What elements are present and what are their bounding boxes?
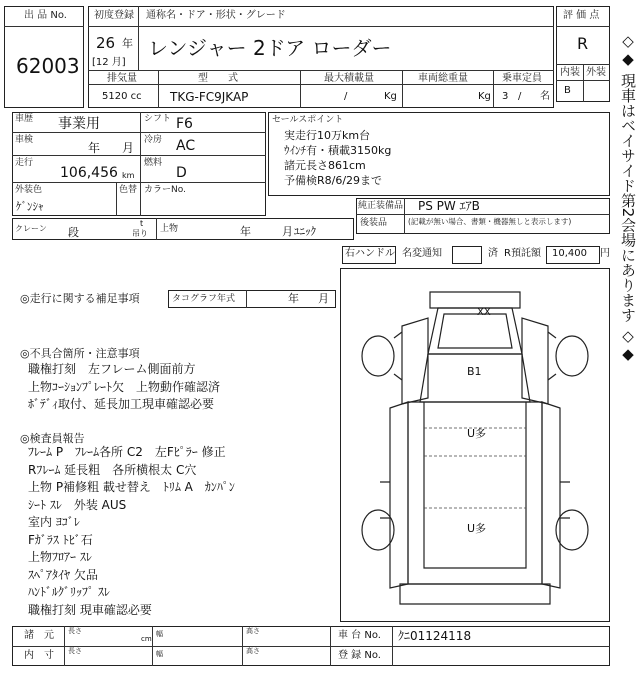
inspector-item: ﾌﾚｰﾑ P ﾌﾚｰﾑ各所 C2 左Fﾋﾟﾗｰ 修正 <box>28 445 226 459</box>
history-value: 事業用 <box>58 116 100 132</box>
fuel-label: 燃料 <box>144 158 163 168</box>
exterior-label: 外装 <box>586 67 606 78</box>
lot-label: 出 品 No. <box>24 10 67 21</box>
inspector-item: 上物 P補修粗 載せ替え ﾄﾘﾑ A ｶﾝﾊﾟﾝ <box>28 480 235 494</box>
ac-value: AC <box>176 138 196 154</box>
capacity-slash: / <box>518 91 522 102</box>
recycle-label: 済 <box>488 248 498 259</box>
recycle-unit: 円 <box>600 248 610 259</box>
name-change-label: 名変通知 <box>402 248 442 259</box>
crane-step: 段 <box>68 226 79 239</box>
lot-number: 62003 <box>16 54 80 78</box>
crane-label: クレーン <box>15 224 47 233</box>
defects-list <box>28 361 220 414</box>
sales-line: 実走行10万km台 <box>284 129 371 142</box>
history-label: 車歴 <box>15 114 34 124</box>
upper-label: 上物 <box>160 224 179 234</box>
name-change-box <box>452 246 482 264</box>
inspector-item: 職権打刻 現車確認必要 <box>28 602 152 617</box>
cab-roof <box>428 308 522 354</box>
crane-suspend: 吊り <box>132 229 148 238</box>
mileage-label: 走行 <box>15 158 34 168</box>
cab-right-side <box>522 318 548 404</box>
inspector-item: ｼｰﾄ ｽﾚ 外装 AUS <box>28 497 127 512</box>
interior-grade: B <box>564 85 571 96</box>
footer-length-cm: cm <box>141 635 152 643</box>
displacement-label: 排気量 <box>107 73 137 84</box>
bed-left-rail <box>390 402 408 588</box>
ac-label: 冷房 <box>144 135 163 145</box>
mark-u1: U多 <box>467 427 487 440</box>
footer-int-height: 高さ <box>246 647 260 655</box>
sales-label: セールスポイント <box>272 115 344 125</box>
mileage-unit: km <box>122 171 135 180</box>
steering-value: 右ハンドル <box>345 248 395 259</box>
inspector-list <box>28 444 235 619</box>
inspector-label: ◎検査員報告 <box>20 432 85 445</box>
mark-u2: U多 <box>467 522 487 535</box>
defect-item: ﾎﾞﾃﾞｨ取付、延長加工現車確認必要 <box>28 397 215 411</box>
color-value: ｹﾞﾝｼｬ <box>16 200 44 213</box>
bed-tail <box>400 584 550 604</box>
inspection-month: 月 <box>122 141 135 155</box>
footer-height: 高さ <box>246 627 260 635</box>
inspector-item: Rﾌﾚｰﾑ 延長粗 各所横根太 C穴 <box>28 462 197 477</box>
chassis-label: 車 台 No. <box>338 630 381 641</box>
front-left-wheel <box>362 336 394 376</box>
tacho-label: タコグラフ年式 <box>172 294 236 304</box>
specs-box <box>12 112 266 216</box>
max-load-label: 最大積載量 <box>324 73 374 84</box>
first-reg-month: [12 月] <box>92 57 126 68</box>
std-equipment-label: 純正装備品 <box>358 201 404 211</box>
upper-maker: ﾕﾆｯｸ <box>294 225 316 238</box>
defect-item: 上物ｺｰｼｮﾝﾌﾟﾚｰﾄ欠 上物動作確認済 <box>28 379 221 394</box>
mileage-value: 106,456 <box>60 165 118 181</box>
footer-width: 幅 <box>156 630 163 638</box>
crane-ton: t <box>140 219 144 228</box>
tacho-year: 年 <box>288 292 299 305</box>
front-right-wheel <box>556 336 588 376</box>
first-reg-year: 26 <box>96 34 116 52</box>
color-code-label: 色替 <box>119 185 138 195</box>
mark-xx: XX <box>477 307 491 318</box>
inspector-item: Fｶﾞﾗｽ ﾄﾋﾞ石 <box>28 532 93 547</box>
reg-label: 登 録 No. <box>338 650 381 661</box>
upper-month: 月 <box>282 225 293 238</box>
inspection-label: 車検 <box>15 135 34 145</box>
first-reg-year-unit: 年 <box>122 37 133 50</box>
interior-label: 内装 <box>560 67 580 78</box>
driving-label: ◎走行に関する補足事項 <box>20 292 140 305</box>
mark-b1: B1 <box>467 365 482 378</box>
std-equipment-value: PS PW ｴｱB <box>418 199 480 213</box>
gvw-unit: Kg <box>478 91 491 102</box>
sales-line: ｳｲﾝﾁ有・積載3150kg <box>284 144 392 157</box>
bed-right-rail <box>542 402 560 588</box>
capacity-unit: 名 <box>540 91 550 102</box>
chassis-no: ｸﾆ01124118 <box>398 629 472 643</box>
name-label: 通称名・ドア・形状・グレード <box>146 10 286 21</box>
displacement-value: 5120 cc <box>102 91 142 102</box>
cab-left-side <box>402 318 428 404</box>
grade-value: R <box>577 34 589 53</box>
footer-int-width: 幅 <box>156 650 163 658</box>
capacity-value: 3 <box>502 91 509 102</box>
defects-label: ◎不具合箇所・注意事項 <box>20 347 140 360</box>
defect-item: 職権打刻 左フレーム側面前方 <box>28 362 196 376</box>
recycle-fee-label: R預託額 <box>504 248 541 259</box>
shift-label: シフト <box>144 114 172 124</box>
first-reg-label: 初度登録 <box>94 10 134 21</box>
rear-left-wheel <box>362 510 394 550</box>
inspector-item: ｽﾍﾟｱﾀｲﾔ 欠品 <box>28 567 98 582</box>
footer-interior-label: 内 寸 <box>24 650 54 661</box>
cab-top-outline <box>430 292 520 308</box>
inspector-item: ﾊﾝﾄﾞﾙｸﾞﾘｯﾌﾟ ｽﾚ <box>28 585 110 599</box>
model-label: 型 式 <box>198 73 238 84</box>
aftermarket-note: (記載が無い場合、書類・機器無しと表示します) <box>408 217 572 226</box>
cab-windshield <box>438 314 512 348</box>
shift-value: F6 <box>176 116 193 132</box>
upper-year: 年 <box>240 225 251 238</box>
footer-specs-label: 諸 元 <box>24 630 54 641</box>
inspector-item: 室内 ﾖｺﾞﾚ <box>28 515 80 529</box>
cab-body <box>420 354 530 402</box>
color-no-label: カラーNo. <box>144 185 186 195</box>
sales-line: 諸元長さ861cm <box>284 159 366 172</box>
footer-int-length: 長さ <box>68 647 82 655</box>
color-label: 外装色 <box>15 185 43 195</box>
truck-diagram <box>340 268 610 622</box>
rear-right-wheel <box>556 510 588 550</box>
venue-notice: ◇◆ 現車はベイサイド第2会場にあります ◇◆ <box>619 32 637 364</box>
capacity-label: 乗車定員 <box>502 73 542 84</box>
max-load-unit: Kg <box>384 91 397 102</box>
tacho-month: 月 <box>318 292 329 305</box>
footer-length: 長さ <box>68 627 82 635</box>
inspector-item: 上物ﾌﾛｱｰ ｽﾚ <box>28 550 92 564</box>
sales-line: 予備検R8/6/29まで <box>284 174 383 187</box>
vehicle-name: レンジャー 2ドア ローダー <box>148 36 392 60</box>
aftermarket-label: 後装品 <box>360 218 388 228</box>
fuel-value: D <box>176 165 187 181</box>
model-value: TKG-FC9JKAP <box>170 90 249 104</box>
max-load-slash: / <box>344 91 348 102</box>
gvw-label: 車両総重量 <box>418 73 468 84</box>
inspection-year: 年 <box>88 141 101 155</box>
recycle-fee: 10,400 <box>552 248 587 259</box>
grade-label: 評 価 点 <box>563 10 600 21</box>
